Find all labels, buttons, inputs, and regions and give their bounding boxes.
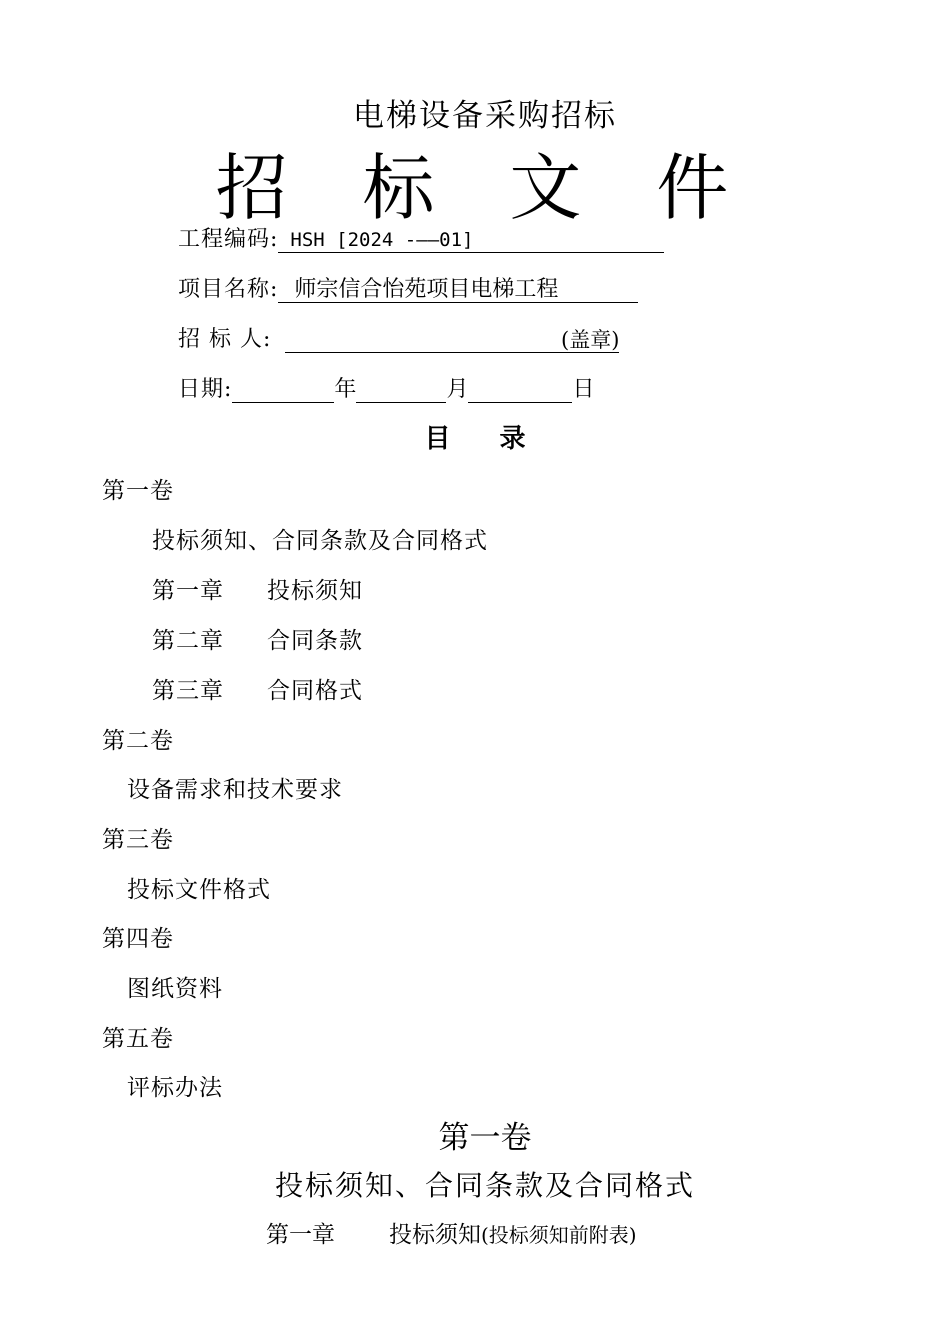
toc-chapter-2-num: 第二章 <box>152 628 224 654</box>
year-label: 年 <box>334 377 357 402</box>
section-subtitle: 投标须知、合同条款及合同格式 <box>274 1169 695 1202</box>
toc-volume-4[interactable]: 第四卷 <box>102 926 174 952</box>
project-name-value: 师宗信合怡苑项目电梯工程 <box>278 277 638 303</box>
date-label: 日期: <box>178 377 233 402</box>
toc-volume-3[interactable]: 第三卷 <box>102 827 174 853</box>
toc-title: 目 录 <box>424 424 546 454</box>
month-label: 月 <box>446 377 469 402</box>
seal-note: (盖章) <box>561 328 620 352</box>
day-blank <box>468 377 572 403</box>
bidder-blank <box>285 327 619 353</box>
month-blank <box>356 377 446 403</box>
year-blank <box>232 377 334 403</box>
bidder-field <box>178 322 619 353</box>
date-field <box>178 372 594 403</box>
toc-chapter-2[interactable] <box>152 622 363 655</box>
toc-chapter-3[interactable] <box>152 672 363 705</box>
toc-volume-2-subtitle[interactable]: 设备需求和技术要求 <box>127 777 343 803</box>
toc-chapter-1[interactable] <box>152 572 363 605</box>
project-name-label: 项目名称: <box>178 277 279 302</box>
toc-chapter-3-num: 第三章 <box>152 678 224 704</box>
toc-chapter-1-title: 投标须知 <box>267 578 363 604</box>
project-code-field <box>178 222 664 253</box>
section-chapter-title: 投标须知 <box>389 1222 481 1248</box>
toc-volume-5-subtitle[interactable]: 评标办法 <box>127 1075 223 1101</box>
project-name-field <box>178 272 638 303</box>
bidder-label: 招 标 人: <box>178 327 272 352</box>
project-code-label: 工程编码: <box>178 227 279 252</box>
toc-volume-4-subtitle[interactable]: 图纸资料 <box>127 976 223 1002</box>
project-code-value: HSH [2024 -——01] <box>278 227 664 253</box>
toc-volume-1-subtitle[interactable]: 投标须知、合同条款及合同格式 <box>152 528 488 554</box>
toc-volume-2[interactable]: 第二卷 <box>102 728 174 754</box>
toc-chapter-3-title: 合同格式 <box>267 678 363 704</box>
section-chapter-num: 第一章 <box>266 1222 335 1248</box>
document-subtitle: 电梯设备采购招标 <box>353 98 617 134</box>
section-chapter-note: (投标须知前附表) <box>481 1223 637 1247</box>
toc-chapter-1-num: 第一章 <box>152 578 224 604</box>
day-label: 日 <box>572 377 595 402</box>
toc-volume-1[interactable]: 第一卷 <box>102 478 174 504</box>
document-title: 招 标 文 件 <box>215 146 755 230</box>
toc-chapter-2-title: 合同条款 <box>267 628 363 654</box>
toc-volume-5[interactable]: 第五卷 <box>102 1026 174 1052</box>
section-volume-heading: 第一卷 <box>438 1120 532 1156</box>
toc-volume-3-subtitle[interactable]: 投标文件格式 <box>127 877 271 903</box>
section-chapter-heading <box>266 1216 637 1249</box>
